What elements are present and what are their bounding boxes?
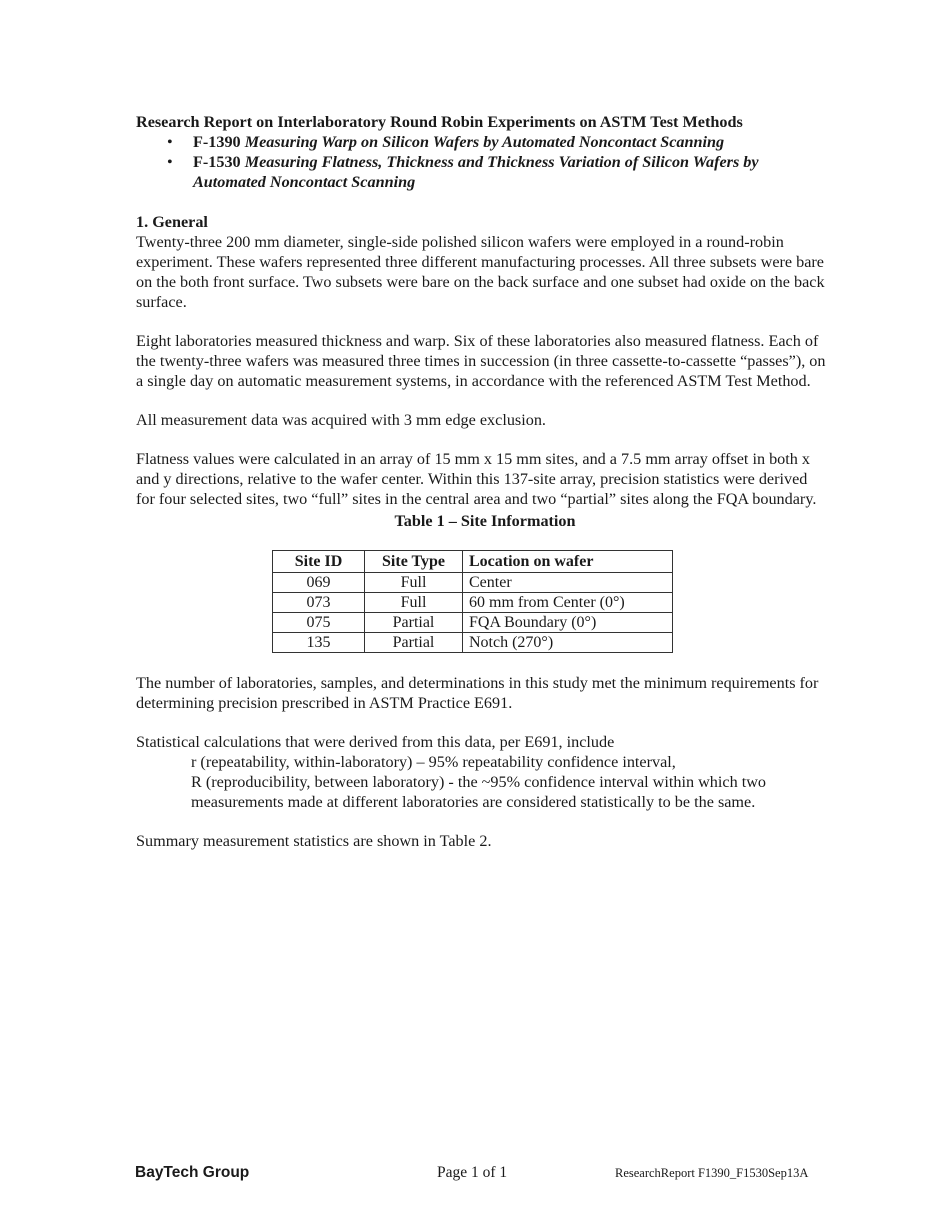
column-header: Site Type bbox=[365, 551, 463, 573]
method-code: F-1390 bbox=[193, 133, 241, 151]
paragraph: Flatness values were calculated in an array of 15 mm x 15 mm sites, and a 7.5 mm array offset in both x and y directions, relative to the wafer center. Within this 137-site array, precision statistics were derived for four selected sites, two “full” sites in the central area and two “partial” sites along the FQA boundary. bbox=[136, 450, 817, 508]
table-header-row bbox=[273, 551, 673, 573]
paragraph: The number of laboratories, samples, and determinations in this study met the minimum requirements for determining precision prescribed in ASTM Practice E691. bbox=[136, 674, 819, 712]
table-row bbox=[273, 633, 673, 653]
page-number: Page 1 of 1 bbox=[437, 1164, 508, 1181]
paragraph: Summary measurement statistics are shown in Table 2. bbox=[136, 832, 492, 850]
bullet-icon: • bbox=[167, 153, 173, 171]
table-cell: 073 bbox=[273, 593, 365, 613]
paragraph: All measurement data was acquired with 3 mm edge exclusion. bbox=[136, 411, 546, 429]
list-item bbox=[136, 152, 826, 192]
column-header: Site ID bbox=[273, 551, 365, 573]
document-id: ResearchReport F1390_F1530Sep13A bbox=[615, 1166, 809, 1180]
footer-brand: BayTech Group bbox=[135, 1164, 250, 1181]
table-cell: 069 bbox=[273, 573, 365, 593]
list-item bbox=[136, 132, 826, 152]
page-content bbox=[136, 112, 826, 851]
table-cell: Partial bbox=[365, 613, 463, 633]
method-title: Measuring Warp on Silicon Wafers by Automated Noncontact Scanning bbox=[244, 133, 725, 151]
statistic-item-r: r (repeatability, within-laboratory) – 95% repeatability confidence interval, bbox=[191, 753, 676, 771]
bullet-icon: • bbox=[167, 133, 173, 151]
table-cell: 60 mm from Center (0°) bbox=[463, 593, 673, 613]
table-cell: Partial bbox=[365, 633, 463, 653]
method-code: F-1530 bbox=[193, 153, 241, 171]
paragraph: Eight laboratories measured thickness and warp. Six of these laboratories also measured flatness. Each of the twenty-three wafers was measured three times in succession (in three cassette-to-cassette “passes”), on a single day on automatic measurement systems, in accordance with the referenced ASTM Test Method. bbox=[136, 332, 826, 390]
section-heading: 1. General bbox=[136, 213, 208, 231]
table-row bbox=[273, 593, 673, 613]
paragraph: Statistical calculations that were derived from this data, per E691, include bbox=[136, 733, 615, 751]
table-cell: FQA Boundary (0°) bbox=[463, 613, 673, 633]
table-cell: Full bbox=[365, 593, 463, 613]
table-caption: Table 1 – Site Information bbox=[394, 512, 576, 530]
table-row bbox=[273, 573, 673, 593]
report-title: Research Report on Interlaboratory Round Robin Experiments on ASTM Test Methods bbox=[136, 113, 743, 131]
method-title: Measuring Flatness, Thickness and Thickness Variation of Silicon Wafers by Automated Noncontact Scanning bbox=[193, 153, 759, 191]
table-cell: Notch (270°) bbox=[463, 633, 673, 653]
paragraph: Twenty-three 200 mm diameter, single-side polished silicon wafers were employed in a round-robin experiment. These wafers represented three different manufacturing processes. All three subsets were bare on the both front surface. Two subsets were bare on the back surface and one subset had oxide on the back surface. bbox=[136, 233, 825, 311]
table-row bbox=[273, 613, 673, 633]
site-information-table bbox=[272, 550, 673, 653]
test-method-list bbox=[136, 132, 826, 192]
table-cell: 135 bbox=[273, 633, 365, 653]
table-cell: Full bbox=[365, 573, 463, 593]
table-cell: Center bbox=[463, 573, 673, 593]
column-header: Location on wafer bbox=[463, 551, 673, 573]
table-cell: 075 bbox=[273, 613, 365, 633]
statistic-item-R: R (reproducibility, between laboratory) - the ~95% confidence interval within which two measurements made at different laboratories are considered statistically to be the same. bbox=[191, 773, 766, 811]
